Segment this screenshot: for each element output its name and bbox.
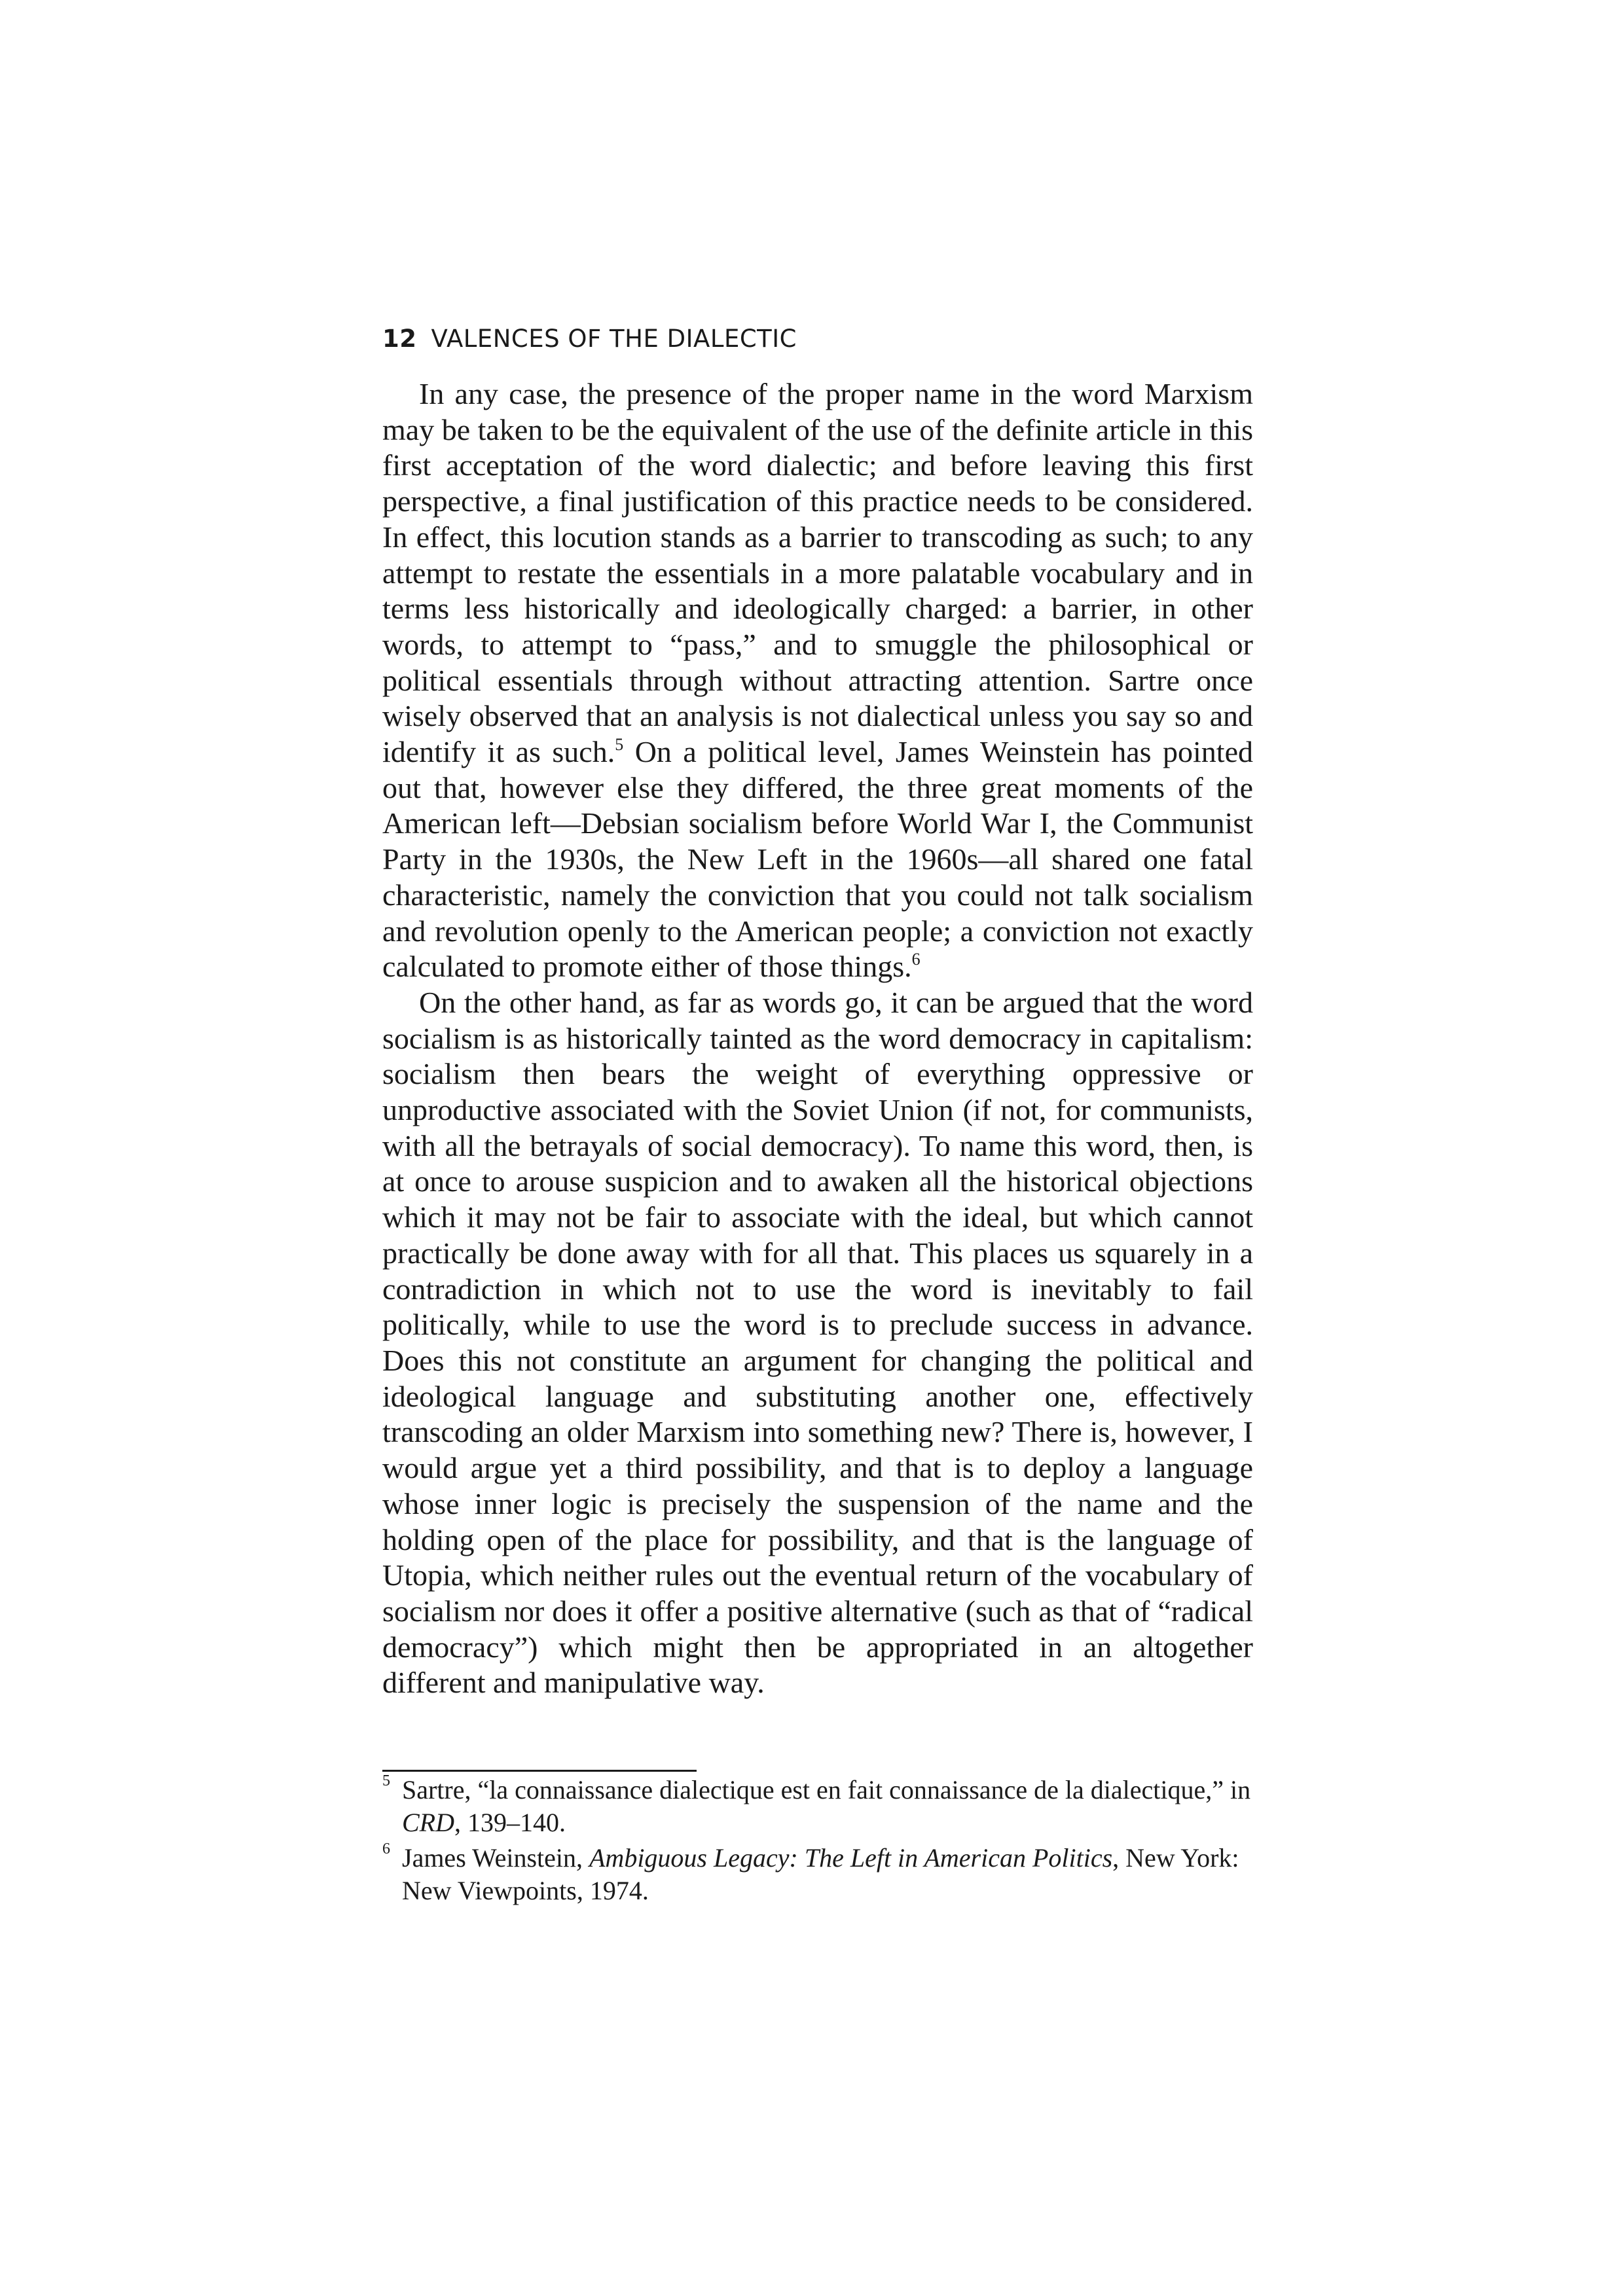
footnote-5	[382, 1774, 1253, 1839]
footnote-mark: 5	[382, 1772, 390, 1789]
footnote-separator	[382, 1770, 697, 1772]
main-text	[382, 376, 1253, 1701]
footnote-mark: 6	[382, 1840, 390, 1857]
paragraph-1-text-a: In any case, the presence of the proper name in the word Marxism may be taken to be the equivalent of the use of the definite article in this first acceptation of the word dialectic; and before leaving this first perspective, a final justification of this practice needs to be considered. In effect, this locution stands as a barrier to transcoding as such; to any attempt to restate the essentials in a more palatable vocabulary and in terms less historically and ideologically charged: a barrier, in other words, to attempt to “pass,” and to smuggle the philosophical or political essentials through without attracting attention. Sartre once wisely observed that an analysis is not dialectical unless you say so and identify it as such.	[382, 377, 1253, 769]
page-number: 12	[382, 325, 417, 353]
footnote-ref-5: 5	[615, 735, 624, 755]
paragraph-1-text-b: On a political level, James Weinstein has pointed out that, however else they differed, the three great moments of the American left—Debsian socialism before World War I, the Communist Party in the 1930s, the New Left in the 1960s—all shared one fatal characteristic, namely the conviction that you could not talk socialism and revolution openly to the American people; a conviction not exactly calculated to promote either of those things.	[382, 735, 1253, 984]
paragraph-1	[382, 376, 1253, 985]
footnote-text: Sartre, “la connaissance dialectique est en fait connaissance de la dialectique,” in	[402, 1775, 1251, 1804]
footnote-italic: CRD	[402, 1808, 454, 1837]
paragraph-2: On the other hand, as far as words go, it can be argued that the word socialism is as historically tainted as the word democracy in capitalism: socialism then bears the weight of everything oppressive or unproductive associated with the Soviet Union (if not, for communists, with all the betrayals of social democracy). To name this word, then, is at once to arouse suspicion and to awaken all the historical objections which it may not be fair to associate with the ideal, but which cannot practically be done away with for all that. This places us squarely in a contradiction in which not to use the word is inevitably to fail politically, while to use the word is to preclude success in advance. Does this not constitute an argument for changing the political and ideological language and substituting another one, effectively transcoding an older Marxism into something new? There is, however, I would argue yet a third possibility, and that is to deploy a language whose inner logic is precisely the suspension of the name and the holding open of the place for possibility, and that is the language of Utopia, which neither rules out the eventual return of the vocabulary of socialism nor does it offer a positive alternative (such as that of “radical democracy”) which might then be appropriated in an altogether different and manipulative way.	[382, 985, 1253, 1700]
footnote-6	[382, 1842, 1253, 1907]
running-title: VALENCES OF THE DIALECTIC	[431, 325, 797, 353]
footnote-ref-6: 6	[911, 950, 921, 969]
running-head	[382, 323, 1253, 355]
footnotes	[382, 1774, 1253, 1910]
footnote-italic: Ambiguous Legacy: The Left in American Politics	[589, 1843, 1113, 1873]
footnote-text-end: , 139–140.	[454, 1808, 566, 1837]
footnote-text: James Weinstein,	[402, 1843, 589, 1873]
footnote-text-end: , New York: New Viewpoints, 1974.	[402, 1843, 1239, 1905]
